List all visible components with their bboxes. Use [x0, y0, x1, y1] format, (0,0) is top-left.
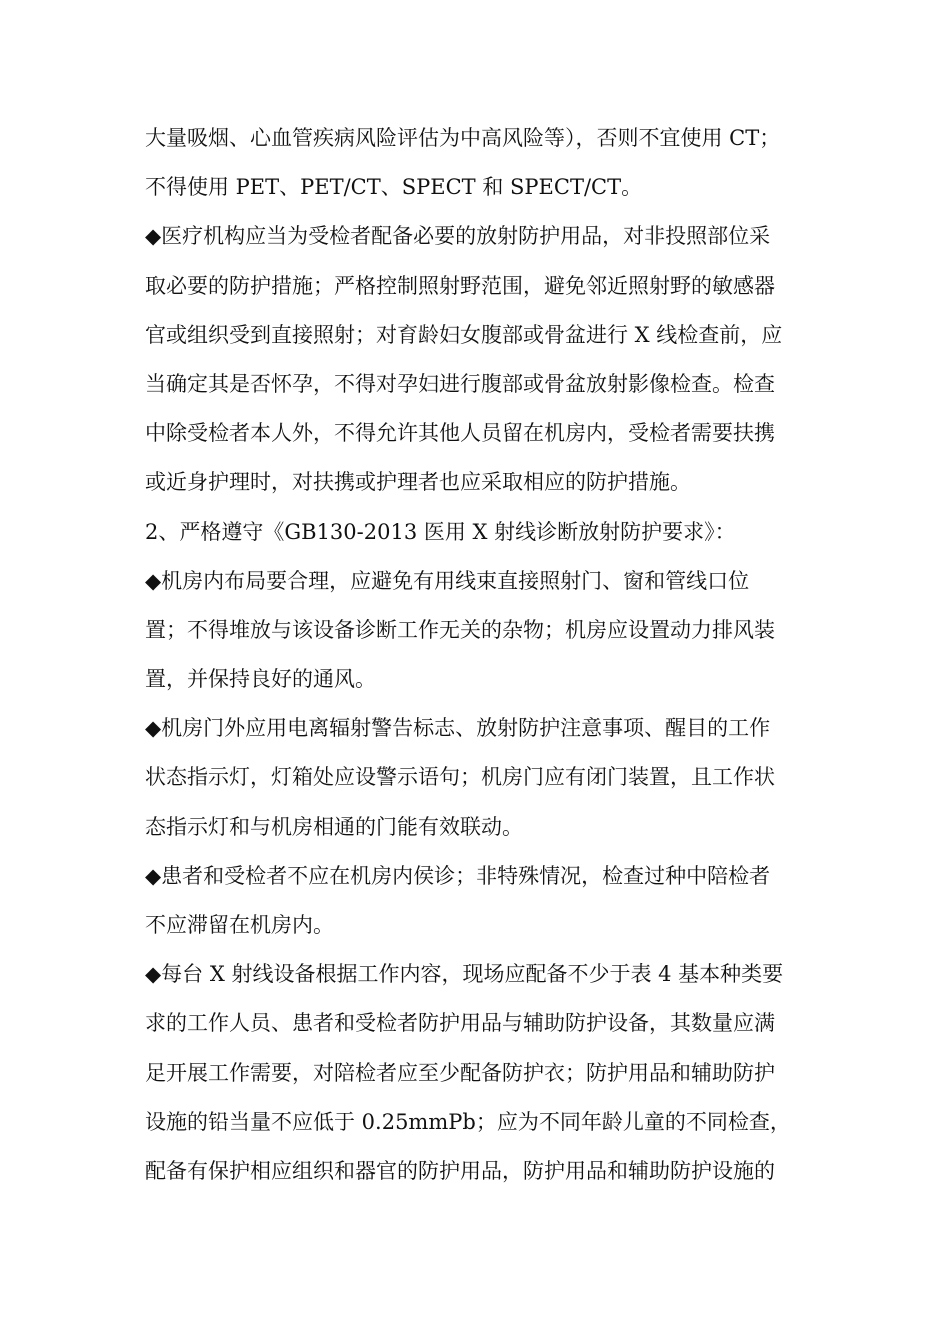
text-line: ◆每台 X 射线设备根据工作内容，现场应配备不少于表 4 基本种类要 [145, 962, 784, 987]
text-line: 或近身护理时，对扶携或护理者也应采取相应的防护措施。 [145, 470, 691, 495]
text-line: 配备有保护相应组织和器官的防护用品，防护用品和辅助防护设施的 [145, 1158, 775, 1183]
text-line: 当确定其是否怀孕，不得对孕妇进行腹部或骨盆放射影像检查。检查 [145, 371, 775, 396]
text-line: ◆医疗机构应当为受检者配备必要的放射防护用品，对非投照部位采 [145, 224, 771, 249]
text-line: 求的工作人员、患者和受检者防护用品与辅助防护设备，其数量应满 [145, 1011, 775, 1036]
text-line: 足开展工作需要，对陪检者应至少配备防护衣；防护用品和辅助防护 [145, 1060, 775, 1085]
text-line: 中除受检者本人外，不得允许其他人员留在机房内，受检者需要扶携 [145, 421, 775, 446]
text-line: 设施的铅当量不应低于 0.25mmPb；应为不同年龄儿童的不同检查， [145, 1109, 791, 1134]
text-line: 官或组织受到直接照射；对育龄妇女腹部或骨盆进行 X 线检查前，应 [145, 322, 783, 347]
text-line: 取必要的防护措施；严格控制照射野范围，避免邻近照射野的敏感器 [145, 273, 775, 298]
text-line: ◆机房门外应用电离辐射警告标志、放射防护注意事项、醒目的工作 [145, 716, 771, 741]
text-line: ◆患者和受检者不应在机房内侯诊；非特殊情况，检查过种中陪检者 [145, 863, 771, 888]
text-line: 大量吸烟、心血管疾病风险评估为中高风险等），否则不宜使用 CT； [145, 126, 781, 150]
section-heading: 2、严格遵守《GB130-2013 医用 X 射线诊断放射防护要求》： [145, 519, 736, 544]
text-line: 置，并保持良好的通风。 [145, 667, 376, 692]
text-line: 不得使用 PET、PET/CT、SPECT 和 SPECT/CT。 [145, 175, 643, 200]
document-body [145, 114, 815, 1196]
text-line: 态指示灯和与机房相通的门能有效联动。 [145, 814, 523, 839]
text-line: 置；不得堆放与该设备诊断工作无关的杂物；机房应设置动力排风装 [145, 617, 775, 642]
text-line: ◆机房内布局要合理，应避免有用线束直接照射门、窗和管线口位 [145, 568, 750, 593]
text-line: 状态指示灯，灯箱处应设警示语句；机房门应有闭门装置，且工作状 [145, 765, 775, 790]
text-line: 不应滞留在机房内。 [145, 913, 334, 937]
